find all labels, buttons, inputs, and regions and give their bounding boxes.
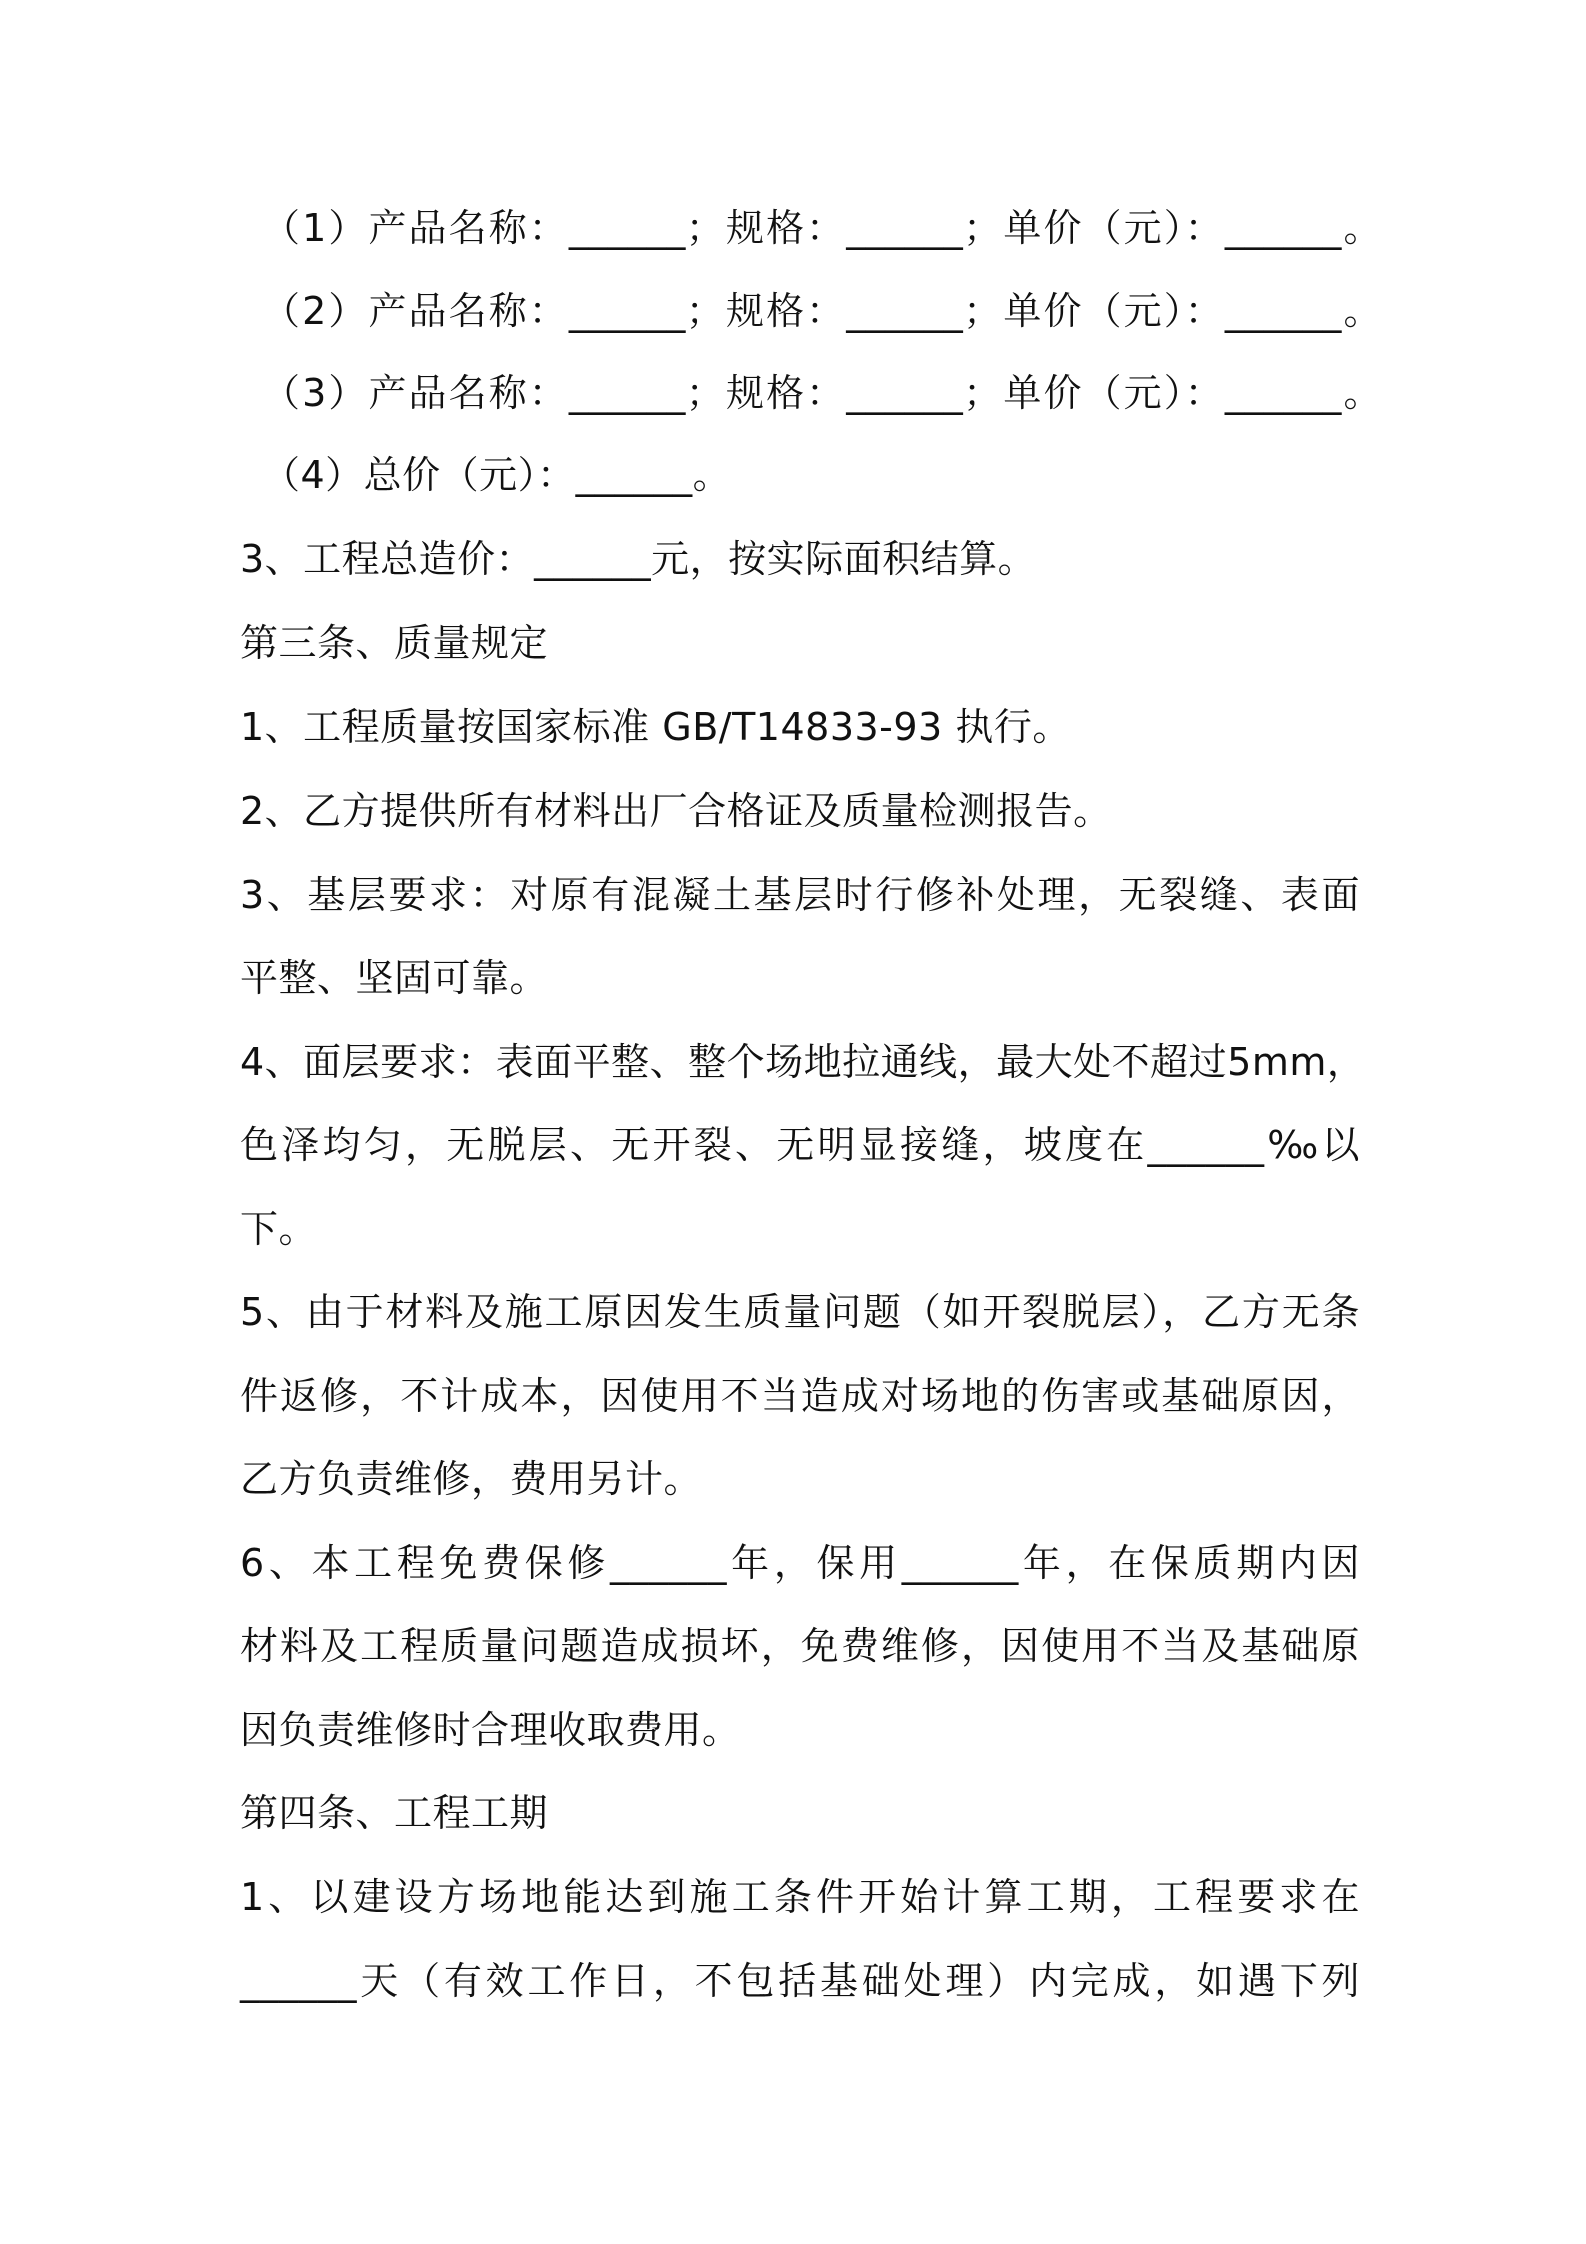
quality-item-6-line-1: 6、本工程免费保修______年，保用______年，在保质期内因 [240, 1541, 1360, 1585]
project-total-cost: 3、工程总造价：______元，按实际面积结算。 [240, 537, 1037, 581]
product-line-2: （2）产品名称：______；规格：______；单价（元）：______。 [262, 289, 1382, 333]
section-heading-quality: 第三条、质量规定 [240, 621, 549, 665]
quality-item-4-line-1: 4、面层要求：表面平整、整个场地拉通线，最大处不超过5mm， [240, 1040, 1366, 1084]
quality-item-1: 1、工程质量按国家标准 GB/T14833-93 执行。 [240, 705, 1071, 749]
product-line-3: （3）产品名称：______；规格：______；单价（元）：______。 [262, 371, 1382, 415]
quality-item-4-line-3: 下。 [240, 1207, 318, 1251]
quality-item-5-line-2: 件返修，不计成本，因使用不当造成对场地的伤害或基础原因， [240, 1374, 1360, 1418]
quality-item-6-line-3: 因负责维修时合理收取费用。 [240, 1708, 741, 1752]
quality-item-5-line-1: 5、由于材料及施工原因发生质量问题（如开裂脱层），乙方无条 [240, 1290, 1360, 1334]
quality-item-3-line-2: 平整、坚固可靠。 [240, 956, 549, 1000]
schedule-item-1-line-2: ______天（有效工作日，不包括基础处理）内完成，如遇下列 [240, 1959, 1360, 2003]
quality-item-2: 2、乙方提供所有材料出厂合格证及质量检测报告。 [240, 789, 1112, 833]
product-line-1: （1）产品名称：______；规格：______；单价（元）：______。 [262, 206, 1382, 250]
schedule-item-1-line-1: 1、以建设方场地能达到施工条件开始计算工期，工程要求在 [240, 1875, 1360, 1919]
quality-item-4-line-2: 色泽均匀，无脱层、无开裂、无明显接缝，坡度在______‰以 [240, 1123, 1360, 1167]
section-heading-schedule: 第四条、工程工期 [240, 1791, 549, 1835]
quality-item-6-line-2: 材料及工程质量问题造成损坏，免费维修，因使用不当及基础原 [240, 1624, 1360, 1668]
quality-item-5-line-3: 乙方负责维修，费用另计。 [240, 1457, 703, 1501]
total-price-line: （4）总价（元）：______。 [262, 453, 732, 497]
quality-item-3-line-1: 3、基层要求：对原有混凝土基层时行修补处理，无裂缝、表面 [240, 873, 1360, 917]
